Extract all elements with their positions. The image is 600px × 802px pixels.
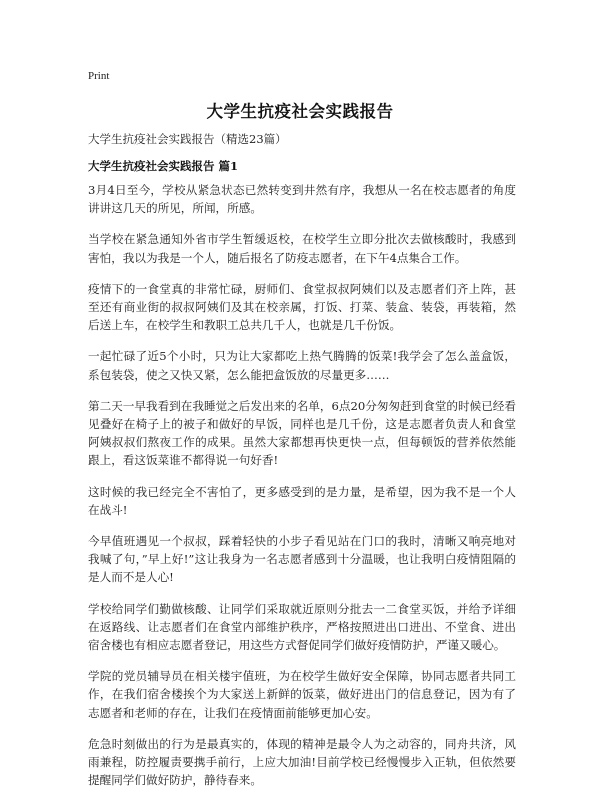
- print-link[interactable]: Print: [88, 70, 110, 82]
- body-text: [88, 181, 516, 802]
- paragraph: 3月4日至今，学校从紧急状态已然转变到井然有序，我想从一名在校志愿者的角度讲讲这几天的所见，所闻，所感。: [88, 183, 516, 216]
- document-title: 大学生抗疫社会实践报告: [206, 102, 394, 121]
- document-subtitle: 大学生抗疫社会实践报告（精选23篇）: [88, 132, 287, 146]
- paragraph: 疫情下的一食堂真的非常忙碌，厨师们、食堂叔叔阿姨们以及志愿者们齐上阵，甚至还有商业街的叔叔阿姨们及其在校亲属，打饭、打菜、装盒、装袋，再装箱，然后送上车，在校学生和教职工总共几千人，也就是几千份饭。: [88, 281, 516, 333]
- paragraph: 第二天一早我看到在我睡觉之后发出来的名单，6点20分匆匆赶到食堂的时候已经看见叠好在椅子上的被子和做好的早饭，同样也是几千份，这是志愿者负责人和食堂阿姨叔叔们熬夜工作的成果。虽然大家都想再快更快一点，但每顿饭的营养依然能跟上，看这饭菜谁不都得说一句好香!: [88, 398, 516, 468]
- paragraph: 当学校在紧急通知外省市学生暂缓返校，在校学生立即分批次去做核酸时，我感到害怕，我以为我是一个人，随后报名了防疫志愿者，在下午4点集合工作。: [88, 232, 516, 265]
- paragraph: 学院的党员辅导员在相关楼宇值班，为在校学生做好安全保障，协同志愿者共同工作，在我们宿舍楼挨个为大家送上新鲜的饭菜，做好进出门的信息登记，因为有了志愿者和老师的存在，让我们在疫情面前能够更加心安。: [88, 669, 516, 720]
- paragraph: 危急时刻做出的行为是最真实的，体现的精神是最令人为之动容的，同舟共济，风雨兼程，防控履责要携手前行，上应大加油!目前学校已经慢慢步入正轨，但依然要提醒同学们做好防护，静待春来。: [88, 736, 516, 788]
- paragraph: 这时候的我已经完全不害怕了，更多感受到的是力量，是希望，因为我不是一个人在战斗!: [88, 484, 516, 517]
- paragraph: 今早值班遇见一个叔叔，踩着轻快的小步子看见站在门口的我时，清晰又响亮地对我喊了句，”早上好!”这让我身为一名志愿者感到十分温暖，也让我明白疫情阻隔的是人而不是人心!: [88, 534, 516, 585]
- paragraph: 学校给同学们勤做核酸、让同学们采取就近原则分批去一二食堂买饭，并给予详细在返路线、让志愿者们在食堂内部维护秩序，严格按照进出口进出、不堂食、进出宿舍楼也有相应志愿者登记，用这些方式督促同学们做好疫情防护，严谨又暖心。: [88, 601, 516, 653]
- section-heading: 大学生抗疫社会实践报告 篇1: [88, 159, 239, 173]
- paragraph: 一起忙碌了近5个小时，只为让大家都吃上热气腾腾的饭菜!我学会了怎么盖盒饭，系包装袋，使之又快又紧，怎么能把盒饭放的尽量更多……: [88, 349, 516, 382]
